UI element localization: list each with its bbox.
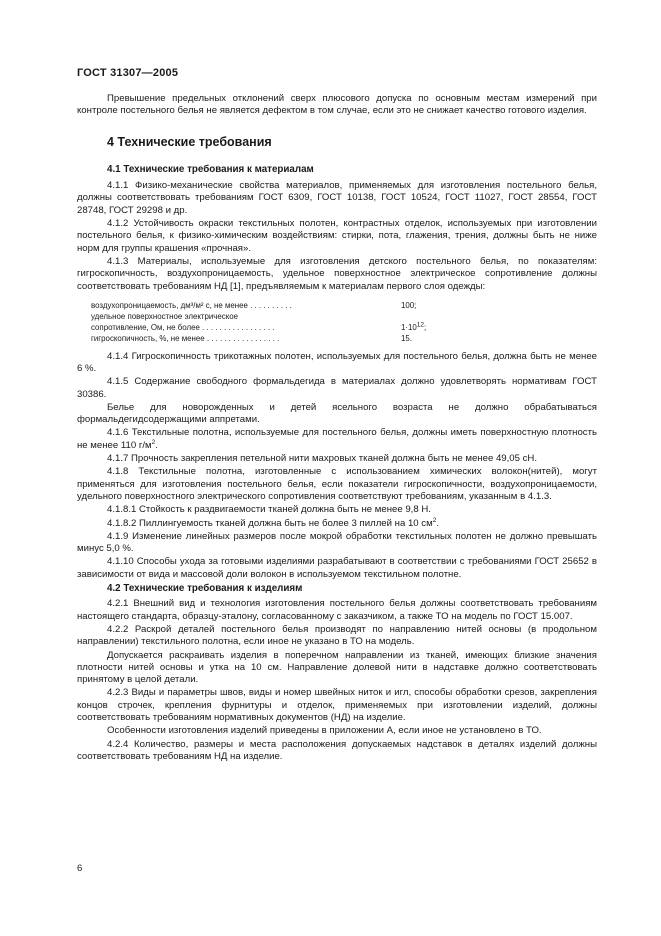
spec-label: воздухопроницаемость, дм³/м² с, не менее . . . . . . . . . . <box>91 300 292 310</box>
material-spec-list <box>91 300 597 345</box>
spec-row-resistance <box>91 322 597 333</box>
clause-4-1-6: 4.1.6 Текстильные полотна, используемые для постельного белья, должны иметь поверхностную плотность не менее 110 $г/м^2$. <box>77 427 597 451</box>
spec-label: гигроскопичность, %, не менее . . . . . . . . . . . . . . . . . <box>91 334 280 344</box>
clause-4-2-2-note: Допускается раскраивать изделия в поперечном направлении из тканей, имеющих близкие значения плотности нитей основы и утка на 10 см. Направление долевой нити в надставке должно соответствовать принятому в целой детали. <box>77 649 597 686</box>
clause-4-1-7: 4.1.7 Прочность закрепления петельной нити махровых тканей должна быть не менее 49,05 сН. <box>107 453 538 465</box>
clause-4-2-2: 4.2.2 Раскрой деталей постельного белья производят по направлению нитей основы (в продольном направлении) текстильного полотна, если иное не указано в ТО на модель. <box>77 623 597 648</box>
clause-4-1-5-note: Белье для новорожденных и детей ясельного возраста не должно обрабатываться формальдегидсодержащими аппретами. <box>77 401 597 426</box>
intro-paragraph: Превышение предельных отклонений сверх плюсового допуска по основным местам измерений при контроле постельного белья не является дефектом в том случае, если это не снижает качество готового изделия. <box>77 93 597 117</box>
spec-label: сопротивление, Ом, не более . . . . . . . . . . . . . . . . . <box>91 323 275 333</box>
subsection-4-1-heading: 4.1 Технические требования к материалам <box>107 163 314 175</box>
clause-4-1-8-1: 4.1.8.1 Стойкость к раздвигаемости тканей должна быть не менее 9,8 Н. <box>107 504 431 516</box>
clause-4-2-3: 4.2.3 Виды и параметры швов, виды и номер швейных ниток и игл, способы обработки срезов, закрепления концов строчек, крепления фурнитуры и отделок, применяемых при изготовлении изделий, должны соответствовать требованиям нормативных документов (НД) на изделие. <box>77 687 597 723</box>
spec-value: 15. <box>401 334 412 344</box>
clause-4-2-3-note: Особенности изготовления изделий приведены в приложении А, если иное не установлено в ТО. <box>107 725 542 737</box>
spec-value: 100; <box>401 300 417 310</box>
clause-4-1-9: 4.1.9 Изменение линейных размеров после мокрой обработки текстильных полотен не должно превышать минус 5,0 %. <box>77 530 597 555</box>
spec-label: удельное поверхностное электрическое <box>91 312 239 322</box>
clause-4-1-1: 4.1.1 Физико-механические свойства материалов, применяемых для изготовления постельного белья, должны соответствовать требованиям ГОСТ 6309, ГОСТ 10138, ГОСТ 10524, ГОСТ 11027, ГОСТ 28554, ГОСТ 28748, ГОСТ 29298 и др. <box>77 180 597 216</box>
clause-4-1-4: 4.1.4 Гигроскопичность трикотажных полотен, используемых для постельного белья, должна быть не менее 6 %. <box>77 350 597 374</box>
spec-row-hygroscopicity <box>91 333 597 344</box>
page-number: 6 <box>77 863 83 874</box>
spec-row-air-permeability <box>91 300 597 311</box>
clause-4-1-8: 4.1.8 Текстильные полотна, изготовленные с использованием химических волокон(нитей), могут применяться для изготовления постельного белья, если показатели гигроскопичности, воздухопроницаемости, удельного поверхностного электрического сопротивления соответствуют требованиям, указанным в 4.1.3. <box>77 466 597 502</box>
document-body <box>77 93 597 763</box>
subsection-4-2-heading: 4.2 Технические требования к изделиям <box>107 583 303 595</box>
clause-4-1-5: 4.1.5 Содержание свободного формальдегида в материалах должно удовлетворять нормативам ГОСТ 30386. <box>77 376 597 400</box>
section-4-heading: 4 Технические требования <box>107 134 272 149</box>
clause-4-1-8-2: 4.1.8.2 Пиллингуемость тканей должна быть не более 3 пиллей на 10 $см^2$. <box>107 516 439 529</box>
spec-row-resistance-title <box>91 311 597 322</box>
document-header: ГОСТ 31307—2005 <box>77 67 179 79</box>
clause-4-1-10: 4.1.10 Способы ухода за готовыми изделиями разрабатывают в соответствии с требованиями ГОСТ 25652 в зависимости от вида и массовой доли волокон в используемом текстильном полотне. <box>77 556 597 580</box>
spec-value: $1\cdot 10^{12}$; <box>401 321 427 333</box>
clause-4-1-3: 4.1.3 Материалы, используемые для изготовления детского постельного белья, по показателям: гигроскопичность, воздухопроницаемость, удельное поверхностное электрическое сопротивление должны соответствовать требованиям НД [1], предъявляемым к материалам первого слоя одежды: <box>77 255 597 292</box>
clause-4-2-4: 4.2.4 Количество, размеры и места расположения допускаемых надставок в деталях изделий должны соответствовать требованиям НД на изделие. <box>77 738 597 762</box>
clause-4-2-1: 4.2.1 Внешний вид и технология изготовления постельного белья должны соответствовать требованиям настоящего стандарта, образцу-эталону, согласованному с заказчиком, а также ТО на модель по ГОСТ 15.007. <box>77 598 597 622</box>
clause-4-1-2: 4.1.2 Устойчивость окраски текстильных полотен, контрастных отделок, используемых при изготовлении постельного белья, к физико-химическим воздействиям: стирки, пота, глажения, трения, должны быть не ниже норм для группы крашения «прочная». <box>77 218 597 254</box>
